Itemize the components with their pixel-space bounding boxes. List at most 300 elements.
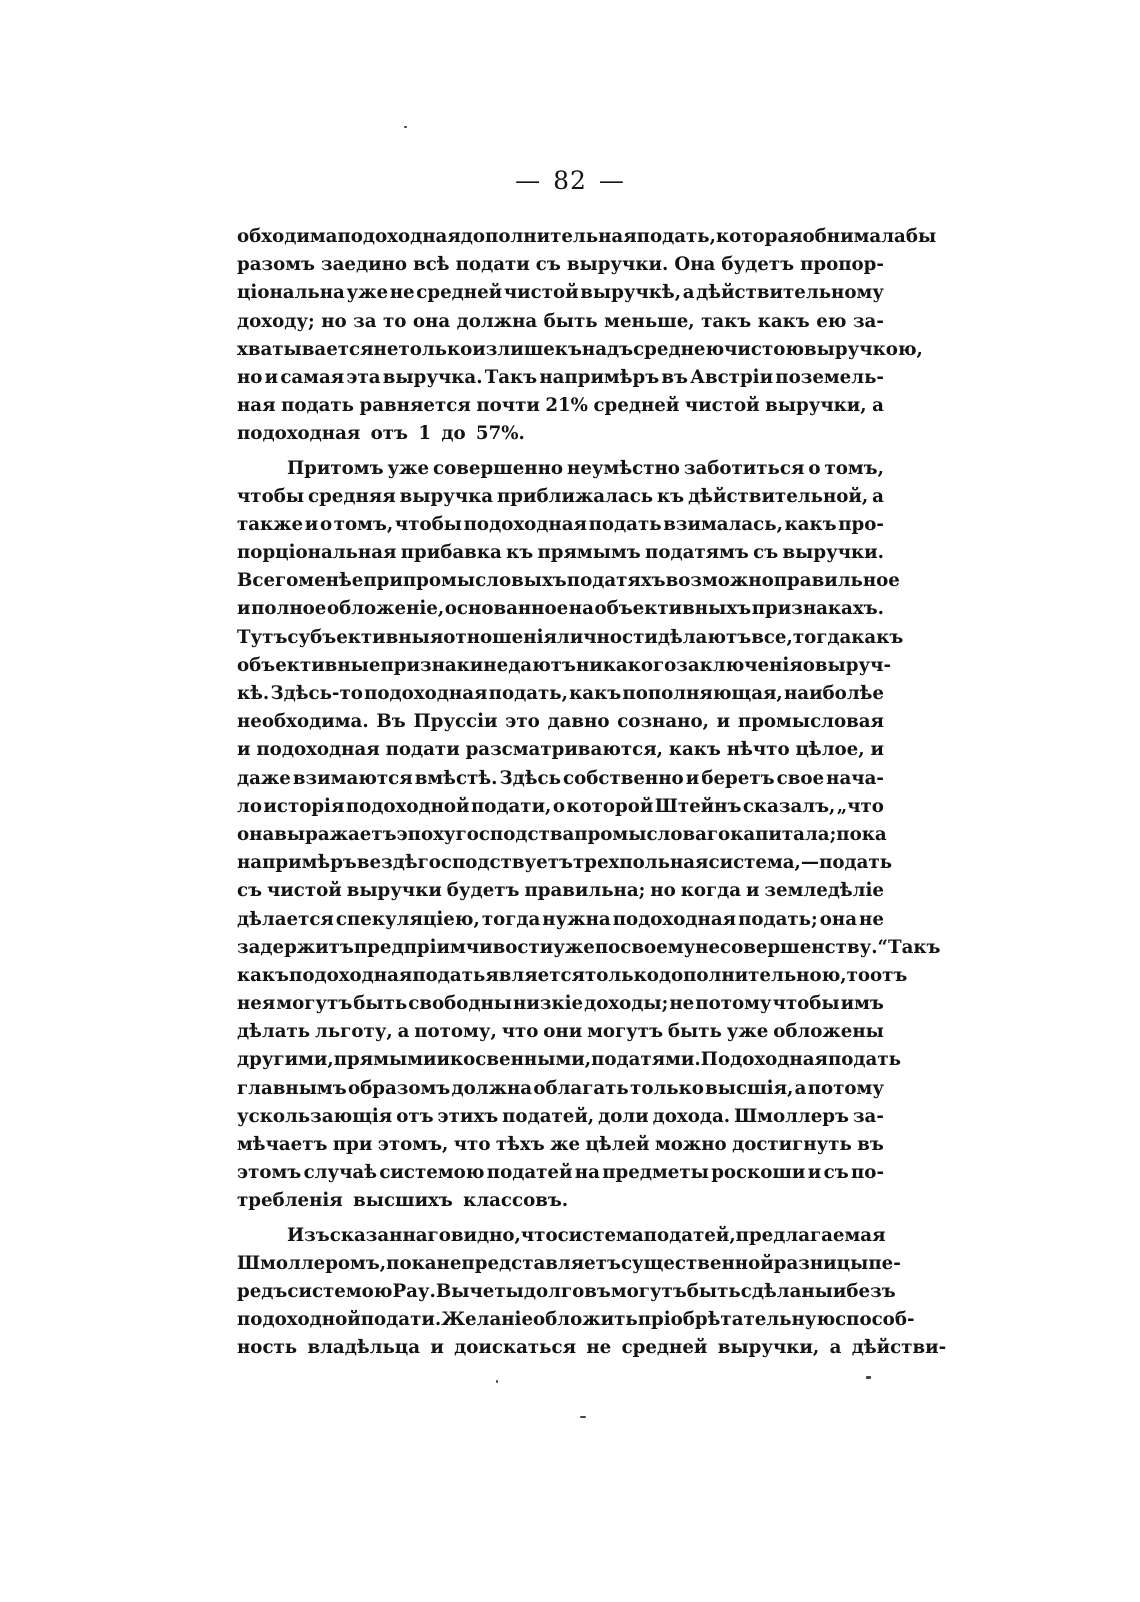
word: прибавка [400,542,502,564]
word: податей [486,1162,573,1184]
word: а [682,282,695,304]
word: выражаетъ [274,823,397,845]
word: быть [543,310,598,332]
word: и [264,366,279,388]
word: же [550,1134,581,1155]
word: представляетъ [461,1252,621,1274]
word: какъ [668,739,721,761]
word: и [237,739,251,761]
word: уже [387,457,430,479]
word: системою [287,1280,393,1302]
text-line: подоходная отъ 1 до 57%. [237,423,525,445]
word: своему [620,936,696,958]
word: не [436,1252,462,1274]
word: пока [836,823,887,845]
text-line [237,483,884,511]
text-line [237,793,884,821]
word: податямъ [645,542,749,564]
word: въ [857,1134,884,1155]
word: свое [776,767,825,789]
word: выруч- [814,654,892,676]
word: а [872,485,884,507]
text-line: ность владѣльца и доискаться не средней выручки, а дѣйстви- [237,1337,947,1359]
word: дѣлать [237,1021,311,1043]
word: существенной [620,1252,774,1274]
text-line [237,877,884,905]
word: образомъ [347,1077,451,1099]
word: правильное [773,570,900,592]
word: о [552,795,565,817]
word: подоходная [364,683,488,704]
word: промысловаго [574,823,731,845]
word: но [650,880,676,902]
word: высшія, [705,1077,794,1099]
text-line [237,251,884,279]
text-line [237,652,892,680]
word: чистой [684,395,760,417]
word: подати [455,254,530,276]
word: тѣхъ [495,1134,545,1155]
word: обложены [773,1021,884,1043]
word: уже [726,1021,769,1043]
word: томъ, [824,457,884,479]
word: о [808,457,821,479]
word: какъ [237,964,290,986]
word: выручкою, [804,338,923,360]
word: быть [353,993,408,1015]
word: трехпольная [572,852,709,874]
word: подати, [470,795,552,817]
paragraph [237,223,937,449]
word: Пруссіи [413,711,498,733]
word: вмѣстѣ. [414,767,498,789]
word: господствуетъ [417,852,573,874]
word: быть [667,1021,722,1043]
word: сознано, [617,711,709,733]
word: предметы [602,1162,709,1184]
text-line [237,765,884,793]
word: пока [386,1252,437,1274]
text-line [237,1103,884,1131]
word: и [807,1162,822,1184]
word: такъ [701,310,752,332]
word: и [237,598,251,620]
word: быть [686,1280,741,1302]
word: излишекъ [472,338,582,360]
word: заботиться [683,457,805,479]
word: потому [807,1077,884,1099]
word: съ [753,542,779,564]
word: полное [251,598,327,620]
word: не [669,993,695,1015]
word: прямыми [333,1049,437,1071]
word: съ [823,1162,849,1184]
word: подать [827,1049,901,1071]
word: Тутъ [237,626,288,648]
word: чтобы [772,993,840,1015]
word: предпріимчивости [353,936,554,958]
word: заключенія [676,654,803,676]
text-line [237,1222,884,1250]
word: средняя [308,485,396,507]
word: давно [547,711,610,733]
word: нужна [542,908,611,930]
text-line [237,1250,901,1278]
text-line [237,392,884,420]
word: всѣ [413,254,450,276]
text-line [237,934,941,962]
text-line [237,624,904,652]
word: совершенно [433,457,564,479]
word: подать, [488,683,568,704]
word: выручка [399,485,494,507]
word: бы [905,226,937,247]
word: Всего [237,570,299,592]
word: она [819,908,857,930]
word: и [745,880,760,902]
word: надъ [581,338,634,360]
word: эта [346,366,381,388]
word: вездѣ [356,852,418,874]
word: которой [566,795,654,817]
word: они [543,1021,583,1043]
word: подоходной [237,1309,361,1331]
word: къ [506,542,534,564]
word: а [794,1077,807,1099]
word: но [237,366,263,388]
word: доходы; [584,993,669,1015]
word: система [557,1224,644,1246]
word: объективныхъ [594,598,752,620]
word: что [453,1134,491,1155]
word: заедино [321,254,408,276]
word: подать [588,513,662,535]
word: подоходная [463,513,587,535]
word: промысловая [737,711,884,733]
word: выручки. [782,542,884,564]
word: признаки [380,654,484,676]
word: мѣчаетъ [237,1134,328,1155]
word: и [685,767,700,789]
word: и [436,1049,451,1071]
text-line [237,511,884,539]
word: къ [657,485,685,507]
text-line [237,1159,884,1187]
word: предлагаемая [735,1224,886,1246]
word: подоходная [256,739,380,761]
word: подать [819,852,893,874]
word: обходима [237,226,338,247]
word: будетъ [721,254,795,276]
word: субъективныя [287,626,444,648]
word: выручкѣ, [580,282,682,304]
word: видно, [450,1224,521,1246]
word: исторія [263,795,345,817]
word: тогда [792,626,852,648]
word: собственно [563,767,684,789]
word: нача- [826,767,884,789]
word: пополняющая, [622,683,783,704]
word: — [800,852,820,874]
word: должна [456,310,538,332]
word: ускользающія [237,1105,393,1127]
word: потому, [414,1021,497,1043]
word: чтобы [394,513,462,535]
word: какъ [757,310,810,332]
word: когда [680,880,742,902]
word: подоходная [612,908,737,930]
word: несовершенству.“ [695,936,889,958]
word: какъ [851,626,904,648]
word: на [574,1162,600,1184]
word: 21% [545,395,588,417]
word: за [353,310,377,332]
word: средней [593,395,680,417]
word: достигнуть [732,1134,852,1155]
word: ею [816,310,847,332]
word: случаѣ [303,1162,378,1184]
word: никакого [575,654,677,676]
word: косвенными, [450,1049,592,1071]
page-number-dash-left: — [515,166,542,195]
word: кѣ. [237,683,270,704]
word: Такъ [888,936,941,958]
word: дѣйствительному [696,282,884,304]
word: дохода. [652,1105,731,1127]
word: долговъ [523,1280,611,1302]
word: доли [598,1105,649,1127]
text-line [237,736,884,764]
word: чистой [266,880,342,902]
word: которая [715,226,803,247]
word: Подоходная [700,1049,828,1071]
word: подоходная [289,964,413,986]
word: пріобрѣтательную [637,1309,836,1331]
word: способ- [835,1309,915,1331]
text-line [237,595,884,623]
text-line [237,1131,884,1159]
word: этомъ [237,1162,302,1184]
word: о [802,654,815,676]
word: неумѣстно [567,457,680,479]
text-line [237,223,937,251]
text-line [237,336,923,364]
word: возможно [665,570,774,592]
word: но [321,310,347,332]
word: другими, [237,1049,334,1071]
word: нея [237,993,276,1015]
word: напримѣръ [237,852,357,874]
text-line [237,455,884,483]
word: облагать [533,1077,629,1099]
word: Такъ [484,366,538,388]
word: податей, [502,1105,595,1127]
word: и [304,513,319,535]
word: могутъ [276,993,353,1015]
word: редъ [237,1280,288,1302]
word: средней [416,282,503,304]
word: свободны [408,993,513,1015]
word: также [237,513,304,535]
word: разомъ [237,254,315,276]
word: пе- [868,1252,901,1274]
text-line [237,308,884,336]
word: среднею [633,338,725,360]
word: цѣлое, [795,739,865,761]
word: выручка. [382,366,483,388]
scan-speck [404,126,407,128]
word: подоходная [337,226,461,247]
page-number-dash-right: — [598,166,625,195]
word: этомъ, [377,1134,449,1155]
word: про- [838,513,884,535]
word: при [363,570,403,592]
word: Вычеты [435,1280,524,1302]
word: безъ [846,1280,896,1302]
word: отъ [396,1105,434,1127]
word: въ [661,366,688,388]
word: подать [412,964,486,986]
word: сказалъ, [742,795,836,817]
word: спекуляціею, [335,908,480,930]
word: это [505,711,540,733]
scan-speck [496,1380,498,1383]
word: она [412,310,451,332]
word: съ [535,254,561,276]
paragraph [237,455,941,1216]
word: главнымъ [237,1077,347,1099]
word: наиболѣе [783,683,884,704]
word: подать, [636,226,716,247]
word: самая [280,366,345,388]
word: чтобы [237,485,305,507]
word: при [332,1134,373,1155]
word: какъ [784,513,837,535]
word: все, [751,626,793,648]
word: является [485,964,585,986]
word: только [630,1077,704,1099]
word: по- [851,1162,884,1184]
word: уже [553,936,595,958]
word: личности [556,626,658,648]
word: и [832,1280,847,1302]
text-line [237,849,893,877]
word: необходима. [237,711,369,733]
word: Шмоллеромъ, [237,1252,387,1274]
word: не [483,654,509,676]
word: правильна; [524,880,646,902]
word: уже [346,282,389,304]
word: Изъ [287,1224,330,1246]
word: почти [476,395,540,417]
word: обложеніе, [326,598,445,620]
word: прямымъ [537,542,641,564]
word: обнимала [802,226,906,247]
text-line [237,1046,901,1074]
word: пропор- [800,254,884,276]
word: за- [852,1105,884,1127]
word: Штейнъ [654,795,742,817]
word: подать; [738,908,818,930]
word: должна [451,1077,533,1099]
word: сказаннаго [329,1224,451,1246]
word: она [237,823,275,845]
word: потому [695,993,772,1015]
word: томъ, [333,513,394,535]
word: то [846,964,871,986]
text-line: требленія высшихъ классовъ. [237,1190,569,1212]
word: роскоши [711,1162,806,1184]
text-line [237,1075,884,1103]
scan-speck [580,1416,586,1418]
word: чистою [724,338,805,360]
word: дополнительная [460,226,637,247]
word: подать [281,395,355,417]
page-number [0,166,1140,195]
word: Рау. [392,1280,436,1302]
word: не [389,282,415,304]
word: отношенія [443,626,557,648]
word: то [383,310,407,332]
word: система, [708,852,801,874]
word: тогда [481,908,541,930]
word: порціональная [237,542,397,564]
text-line [237,962,908,990]
word: будетъ [446,880,520,902]
word: ная [237,395,276,417]
word: могутъ [587,1021,664,1043]
word: на [568,598,594,620]
word: дополнительною, [658,964,847,986]
word: можно [654,1134,727,1155]
word: объективные [237,654,381,676]
word: не [859,908,884,930]
word: даютъ [508,654,576,676]
word: взимаются [292,767,413,789]
word: только [398,338,473,360]
word: „что [836,795,884,817]
word: господства [455,823,575,845]
word: что [520,1224,558,1246]
word: сдѣланы [740,1280,833,1302]
word: Здѣсь [499,767,561,789]
word: ціональна [237,282,345,304]
word: ло [237,795,262,817]
word: имъ [840,993,884,1015]
scan-speck [866,1376,871,1379]
word: меньше, [604,310,695,332]
word: разницы [773,1252,869,1274]
word: разсматриваются, [465,739,663,761]
word: системою [379,1162,485,1184]
word: податяхъ [566,570,666,592]
word: подати. [360,1309,442,1331]
word: подоходной [345,795,470,817]
word: взималась, [663,513,783,535]
word: Шмоллеръ [734,1105,849,1127]
text-line [237,821,887,849]
word: льготу, [315,1021,393,1043]
word: Притомъ [287,457,384,479]
word: основанное [444,598,569,620]
word: выручки. [566,254,669,276]
paragraph [237,1222,947,1363]
word: что [501,1021,539,1043]
word: податями. [591,1049,701,1071]
word: Она [674,254,716,276]
word: а [872,395,884,417]
word: хватывается [237,338,374,360]
